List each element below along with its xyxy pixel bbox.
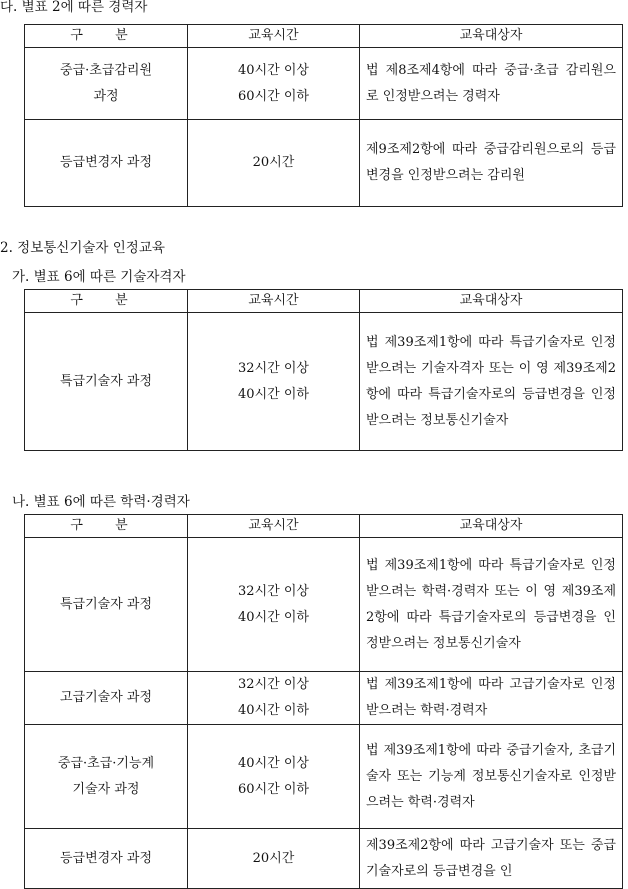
section-na-heading: 나. 별표 6에 따른 학력·경력자 xyxy=(12,494,190,510)
hours-cell: 40시간 이상 60시간 이하 xyxy=(188,48,360,120)
table-row xyxy=(25,120,623,207)
table-da xyxy=(24,24,623,207)
category-cell: 등급변경자 과정 xyxy=(25,120,188,207)
table-row xyxy=(25,313,623,451)
table-header-row xyxy=(25,25,623,48)
hours-cell: 32시간 이상 40시간 이하 xyxy=(188,672,360,725)
column-header-hours: 교육시간 xyxy=(188,290,360,313)
table-row xyxy=(25,672,623,725)
target-cell: 법 제8조제4항에 따라 중급·초급 감리원으로 인정받으려는 경력자 xyxy=(360,48,623,120)
table-ga xyxy=(24,289,623,451)
category-cell: 중급·초급감리원 과정 xyxy=(25,48,188,120)
table-header-row xyxy=(25,515,623,538)
target-cell: 법 제39조제1항에 따라 중급기술자, 초급기술자 또는 기능계 정보통신기술자로 인정받으려는 학력·경력자 xyxy=(360,725,623,829)
hours-cell: 20시간 xyxy=(188,829,360,889)
table-row xyxy=(25,829,623,889)
column-header-hours: 교육시간 xyxy=(188,515,360,538)
table-row xyxy=(25,538,623,672)
column-header-target: 교육대상자 xyxy=(360,25,623,48)
column-header-category: 구 분 xyxy=(25,515,188,538)
hours-cell: 32시간 이상 40시간 이하 xyxy=(188,538,360,672)
target-cell: 법 제39조제1항에 따라 특급기술자로 인정받으려는 학력·경력자 또는 이 영 제39조제2항에 따라 특급기술자로의 등급변경을 인정받으려는 정보통신기술자 xyxy=(360,538,623,672)
column-header-target: 교육대상자 xyxy=(360,515,623,538)
category-cell: 특급기술자 과정 xyxy=(25,313,188,451)
target-cell: 법 제39조제1항에 따라 특급기술자로 인정받으려는 기술자격자 또는 이 영 제39조제2항에 따라 특급기술자로의 등급변경을 인정받으려는 정보통신기술자 xyxy=(360,313,623,451)
target-cell: 제9조제2항에 따라 중급감리원으로의 등급변경을 인정받으려는 감리원 xyxy=(360,120,623,207)
table-na xyxy=(24,514,623,889)
column-header-category: 구 분 xyxy=(25,25,188,48)
column-header-hours: 교육시간 xyxy=(188,25,360,48)
table-header-row xyxy=(25,290,623,313)
table-row xyxy=(25,48,623,120)
column-header-category: 구 분 xyxy=(25,290,188,313)
target-cell: 제39조제2항에 따라 고급기술자 또는 중급기술자로의 등급변경을 인 xyxy=(360,829,623,889)
column-header-target: 교육대상자 xyxy=(360,290,623,313)
category-cell: 중급·초급·기능계 기술자 과정 xyxy=(25,725,188,829)
section-ga-heading: 가. 별표 6에 따른 기술자격자 xyxy=(12,269,186,285)
category-cell: 고급기술자 과정 xyxy=(25,672,188,725)
hours-cell: 32시간 이상 40시간 이하 xyxy=(188,313,360,451)
category-cell: 특급기술자 과정 xyxy=(25,538,188,672)
category-cell: 등급변경자 과정 xyxy=(25,829,188,889)
section-2-heading: 2. 정보통신기술자 인정교육 xyxy=(0,240,165,256)
section-da-heading: 다. 별표 2에 따른 경력자 xyxy=(0,0,148,15)
hours-cell: 20시간 xyxy=(188,120,360,207)
target-cell: 법 제39조제1항에 따라 고급기술자로 인정받으려는 학력·경력자 xyxy=(360,672,623,725)
table-row xyxy=(25,725,623,829)
hours-cell: 40시간 이상 60시간 이하 xyxy=(188,725,360,829)
